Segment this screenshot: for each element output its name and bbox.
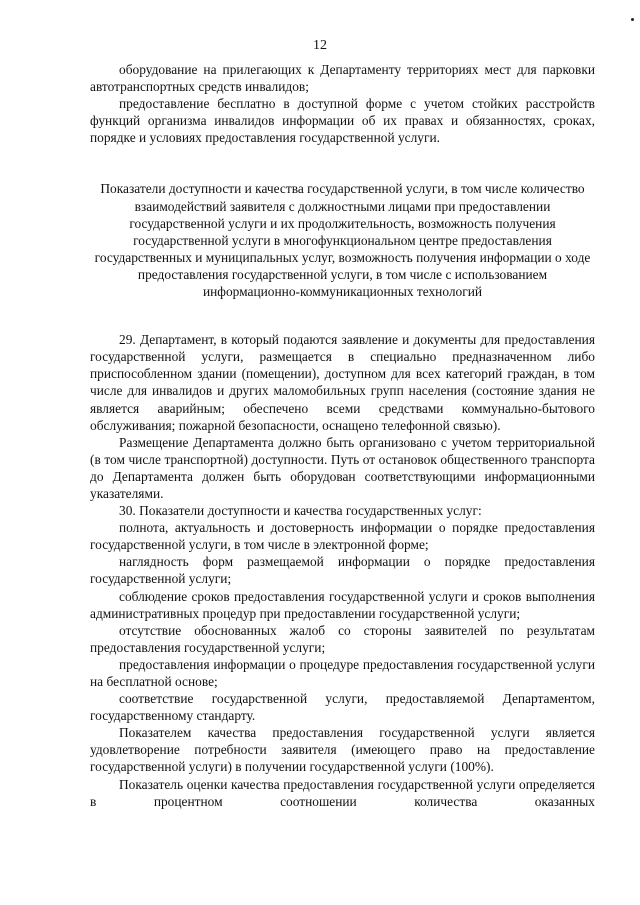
paragraph: соблюдение сроков предоставления государственной услуги и сроков выполнения административных процедур при предоставлении государственной услуги; — [90, 588, 595, 621]
paragraph: Показатель оценки качества предоставления государственной услуги определяется в процентном соотношении количества оказанных — [90, 776, 595, 809]
paragraph: 30. Показатели доступности и качества государственных услуг: — [119, 503, 482, 519]
paragraph: предоставление бесплатно в доступной форме с учетом стойких расстройств функций организма инвалидов информации об их правах и обязанностях, сроках, порядке и условиях предоставления государственной услуги. — [90, 96, 595, 146]
document-body — [90, 61, 595, 810]
paragraph: Показателем качества предоставления государственной услуги является удовлетворение потребности заявителя (имеющего право на предоставление государственной услуги) в получении государственной услуги (100%). — [90, 725, 595, 775]
paragraph: полнота, актуальность и достоверность информации о порядке предоставления государственной услуги, в том числе в электронной форме; — [90, 520, 595, 553]
paragraph: Размещение Департамента должно быть организовано с учетом территориальной (в том числе транспортной) доступности. Путь от остановок общественного транспорта до Департамента должен быть оборудован соответствующими информационными указателями. — [90, 434, 595, 501]
spacer — [90, 146, 595, 180]
paragraph: оборудование на прилегающих к Департаменту территориях мест для парковки автотранспортных средств инвалидов; — [90, 62, 595, 95]
scan-dot — [631, 18, 634, 21]
paragraph: наглядность форм размещаемой информации о порядке предоставления государственной услуги; — [90, 554, 595, 587]
paragraph: отсутствие обоснованных жалоб со стороны заявителей по результатам предоставления государственной услуги; — [90, 622, 595, 655]
paragraph: предоставления информации о процедуре предоставления государственной услуги на бесплатной основе; — [90, 656, 595, 689]
section-heading: Показатели доступности и качества государственной услуги, в том числе количество взаимодействий заявителя с должностными лицами при предоставлении государственной услуги и их продолжительность, возможность получения государственной услуги в многофункциональном центре предоставления государственных и муниципальных услуг, возможность получения информации о ходе предоставления государственной услуги, в том числе с использованием информационно-коммуникационных технологий — [94, 181, 591, 300]
paragraph: соответствие государственной услуги, предоставляемой Департаментом, государственному стандарту. — [90, 691, 595, 724]
paragraph: 29. Департамент, в который подаются заявление и документы для предоставления государственной услуги, размещается в специально предназначенном либо приспособленном здании (помещении), доступном для всех категорий граждан, в том числе для инвалидов и других маломобильных групп населения (состояние здания не является аварийным; обеспечено всеми средствами коммунально-бытового обслуживания; пожарной безопасности, оснащено телефонной связью). — [90, 332, 595, 433]
page-number: 12 — [313, 38, 327, 53]
spacer — [90, 300, 595, 331]
